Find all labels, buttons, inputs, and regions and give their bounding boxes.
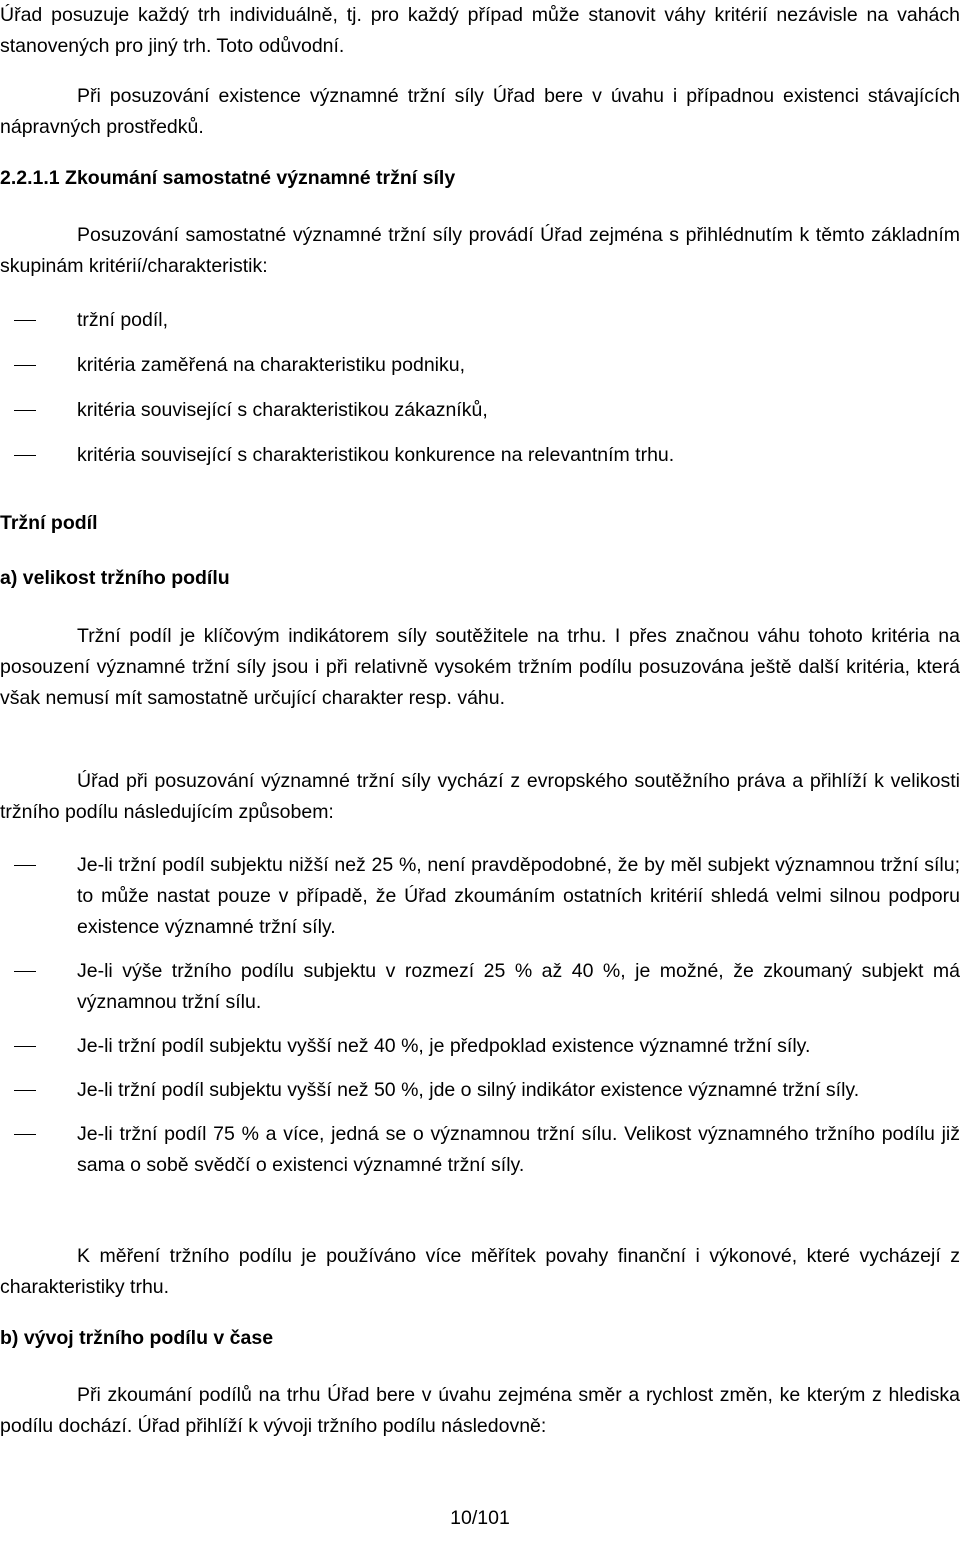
list-item: Je-li tržní podíl subjektu nižší než 25 %, není pravděpodobné, že by měl subjekt významnou tržní sílu; to může nastat pouze v případě, že Úřad zkoumáním ostatních kritérií shledá velmi silnou podporu existence významné tržní síly.	[0, 850, 960, 943]
paragraph-6: K měření tržního podílu je používáno více měřítek povahy finanční i výkonové, které vycházejí z charakteristiky trhu.	[0, 1245, 960, 1298]
paragraph-5: Úřad při posuzování významné tržní síly vychází z evropského soutěžního práva a přihlíží k velikosti tržního podílu následujícím způsobem:	[0, 770, 960, 823]
heading-b: b) vývoj tržního podílu v čase	[0, 1327, 274, 1349]
dash-bullet-icon	[14, 455, 36, 456]
list-item: kritéria související s charakteristikou konkurence na relevantním trhu.	[0, 440, 960, 471]
list-item: Je-li tržní podíl subjektu vyšší než 40 %, je předpoklad existence významné tržní síly.	[0, 1031, 960, 1062]
dash-bullet-icon	[14, 865, 36, 866]
heading-a: a) velikost tržního podílu	[0, 567, 230, 589]
list-item: Je-li výše tržního podílu subjektu v rozmezí 25 % až 40 %, je možné, že zkoumaný subjekt má významnou tržní sílu.	[0, 956, 960, 1018]
list-item: kritéria zaměřená na charakteristiku podniku,	[0, 350, 960, 381]
dash-bullet-icon	[14, 410, 36, 411]
dash-bullet-icon	[14, 365, 36, 366]
paragraph-1: Úřad posuzuje každý trh individuálně, tj. pro každý případ může stanovit váhy kritérií nezávisle na vahách stanovených pro jiný trh. Toto odůvodní.	[0, 4, 960, 57]
heading-market-share: Tržní podíl	[0, 512, 98, 534]
list-item: tržní podíl,	[0, 305, 960, 336]
dash-bullet-icon	[14, 1134, 36, 1135]
dash-bullet-icon	[14, 320, 36, 321]
threshold-list	[0, 850, 960, 1181]
dash-bullet-icon	[14, 1046, 36, 1047]
paragraph-4: Tržní podíl je klíčovým indikátorem síly soutěžitele na trhu. I přes značnou váhu tohoto kritéria na posouzení významné tržní síly jsou i při relativně vysokém tržním podílu posuzována ještě další kritéria, která však nemusí mít samostatně určující charakter resp. váhu.	[0, 625, 960, 709]
dash-bullet-icon	[14, 971, 36, 972]
list-item: Je-li tržní podíl subjektu vyšší než 50 %, jde o silný indikátor existence významné tržní síly.	[0, 1075, 960, 1106]
list-item: Je-li tržní podíl 75 % a více, jedná se o významnou tržní sílu. Velikost významného tržního podílu již sama o sobě svědčí o existenci významné tržní síly.	[0, 1119, 960, 1181]
criteria-list	[0, 305, 960, 471]
paragraph-3: Posuzování samostatné významné tržní síly provádí Úřad zejména s přihlédnutím k těmto základním skupinám kritérií/charakteristik:	[0, 224, 960, 277]
list-item: kritéria související s charakteristikou zákazníků,	[0, 395, 960, 426]
dash-bullet-icon	[14, 1090, 36, 1091]
paragraph-2: Při posuzování existence významné tržní síly Úřad bere v úvahu i případnou existenci stávajících nápravných prostředků.	[0, 85, 960, 138]
paragraph-7: Při zkoumání podílů na trhu Úřad bere v úvahu zejména směr a rychlost změn, ke kterým z hlediska podílu dochází. Úřad přihlíží k vývoji tržního podílu následovně:	[0, 1384, 960, 1437]
section-heading: 2.2.1.1 Zkoumání samostatné významné tržní síly	[0, 167, 456, 189]
page-number: 10/101	[450, 1507, 510, 1529]
